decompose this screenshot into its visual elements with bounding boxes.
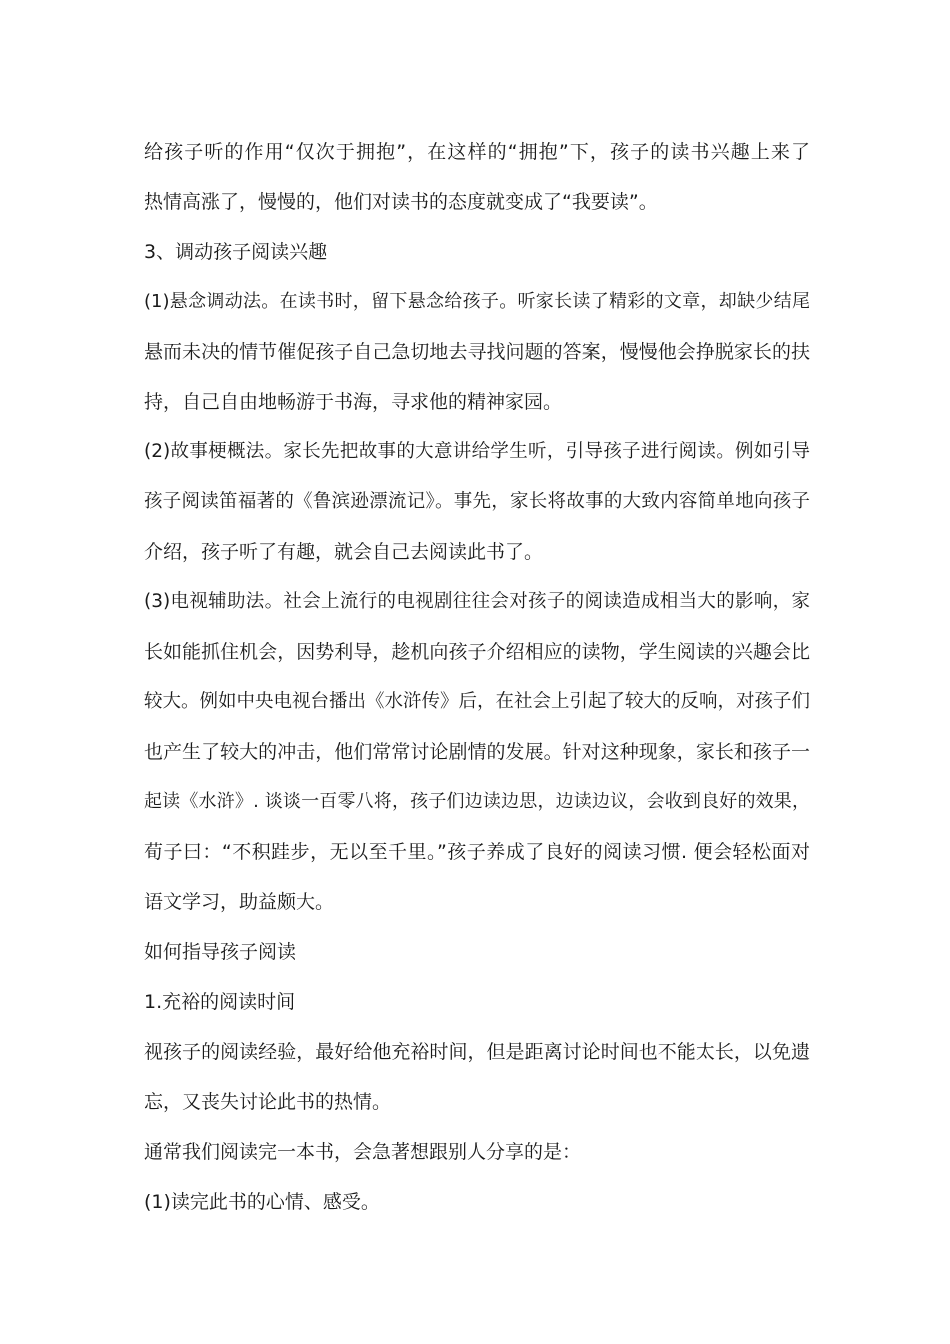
paragraph-line: 荀子曰：“不积跬步，无以至千里。”孩子养成了良好的阅读习惯. 便会轻松面对 bbox=[144, 841, 810, 863]
paragraph-line: 也产生了较大的冲击，他们常常讨论剧情的发展。针对这种现象，家长和孩子一 bbox=[144, 741, 810, 763]
paragraph-line: (1)悬念调动法。在读书时，留下悬念给孩子。听家长读了精彩的文章，却缺少结尾 bbox=[144, 291, 810, 312]
paragraph-line: 悬而未决的情节催促孩子自己急切地去寻找问题的答案，慢慢他会挣脱家长的扶 bbox=[144, 341, 810, 363]
paragraph-line: 语文学习，助益颇大。 bbox=[144, 891, 335, 913]
paragraph-line: 给孩子听的作用“仅次于拥抱”，在这样的“拥抱”下，孩子的读书兴趣上来了 bbox=[144, 141, 810, 163]
list-item: (1)读完此书的心情、感受。 bbox=[144, 1191, 380, 1213]
paragraph-line: 视孩子的阅读经验，最好给他充裕时间，但是距离讨论时间也不能太长，以免遗 bbox=[144, 1041, 810, 1063]
paragraph-line: 热情高涨了，慢慢的，他们对读书的态度就变成了“我要读”。 bbox=[144, 191, 658, 213]
paragraph-line: 起读《水浒》. 谈谈一百零八将，孩子们边读边思，边读边议，会收到良好的效果， bbox=[144, 791, 810, 812]
section-heading: 如何指导孩子阅读 bbox=[144, 941, 297, 963]
paragraph-line: 通常我们阅读完一本书，会急著想跟别人分享的是： bbox=[144, 1141, 582, 1163]
paragraph-line: 忘，又丧失讨论此书的热情。 bbox=[144, 1091, 392, 1113]
paragraph-line: (2)故事梗概法。家长先把故事的大意讲给学生听，引导孩子进行阅读。例如引导 bbox=[144, 441, 810, 462]
paragraph-line: 介绍，孩子听了有趣，就会自己去阅读此书了。 bbox=[144, 541, 544, 563]
subsection-heading: 1.充裕的阅读时间 bbox=[144, 991, 296, 1013]
paragraph-line: (3)电视辅助法。社会上流行的电视剧往往会对孩子的阅读造成相当大的影响，家 bbox=[144, 591, 810, 612]
paragraph-line: 孩子阅读笛福著的《鲁滨逊漂流记》。事先，家长将故事的大致内容简单地向孩子 bbox=[144, 491, 810, 512]
paragraph-line: 长如能抓住机会，因势利导，趁机向孩子介绍相应的读物，学生阅读的兴趣会比 bbox=[144, 641, 810, 663]
paragraph-line: 较大。例如中央电视台播出《水浒传》后，在社会上引起了较大的反响，对孩子们 bbox=[144, 691, 810, 712]
section-heading: 3、调动孩子阅读兴趣 bbox=[144, 241, 328, 263]
paragraph-line: 持，自己自由地畅游于书海，寻求他的精神家园。 bbox=[144, 391, 563, 413]
